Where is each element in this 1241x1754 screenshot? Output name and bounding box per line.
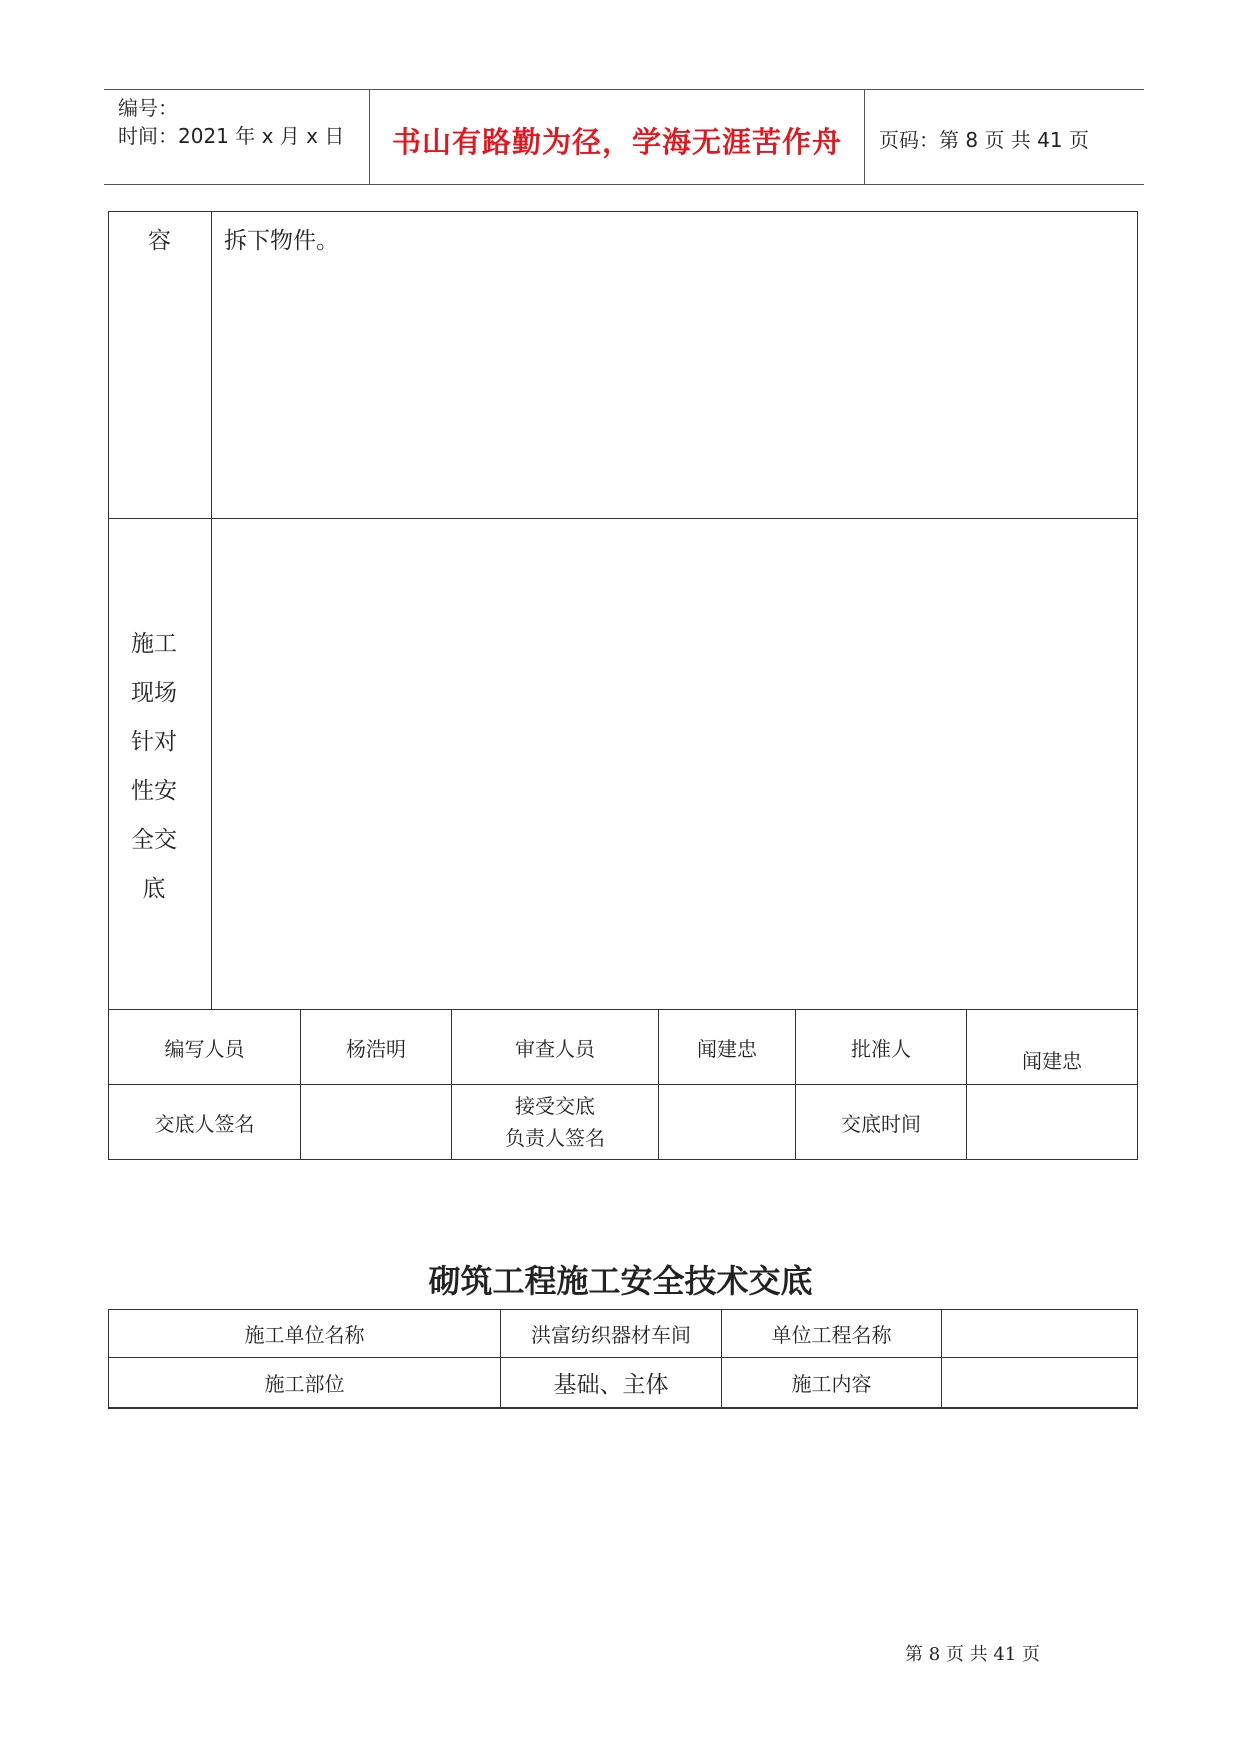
receiver-label-line2: 负责人签名 (505, 1126, 605, 1150)
onsite-label-line: 性安 (131, 778, 177, 804)
content-label: 容 (148, 228, 171, 254)
page-footer: 第 8 页 共 41 页 (905, 1644, 1040, 1665)
project-name-value (942, 1310, 1137, 1357)
onsite-label-line: 针对 (131, 729, 177, 755)
reviewer-label: 审查人员 (515, 1036, 595, 1061)
project-name-label: 单位工程名称 (771, 1323, 892, 1347)
header-page-cell (865, 90, 1144, 184)
approver-label: 批准人 (851, 1036, 911, 1061)
header-motto: 书山有路勤为径，学海无涯苦作舟 (391, 125, 842, 159)
onsite-safety-briefing-body (212, 519, 1137, 1009)
receiver-sign-label (452, 1085, 658, 1159)
onsite-label-line: 现场 (131, 680, 177, 706)
handover-time-value (967, 1085, 1137, 1159)
onsite-label-line: 全交 (131, 827, 177, 853)
section-title: 砌筑工程施工安全技术交底 (428, 1262, 813, 1300)
document-number-label: 编号： (118, 96, 178, 120)
approver-value: 闻建忠 (1022, 1048, 1082, 1073)
construction-unit-label: 施工单位名称 (244, 1323, 365, 1347)
content-text: 拆下物件。 (224, 228, 339, 254)
handover-time-label: 交底时间 (841, 1111, 921, 1136)
construction-part-label: 施工部位 (264, 1372, 345, 1396)
reviewer-value: 闻建忠 (697, 1036, 757, 1061)
writer-label: 编写人员 (164, 1036, 245, 1061)
construction-unit-value: 洪富纺织器材车间 (531, 1323, 691, 1347)
page-header (104, 89, 1144, 185)
header-page-number: 页码：第 8 页 共 41 页 (879, 128, 1089, 152)
receiver-sign-value (659, 1085, 795, 1159)
onsite-label-line: 施工 (131, 631, 177, 657)
onsite-label-line: 底 (142, 876, 166, 902)
header-motto-cell (370, 90, 865, 184)
construction-part-value: 基础、主体 (553, 1372, 669, 1398)
document-time-label: 时间：2021 年 x 月 x 日 (118, 124, 345, 148)
receiver-label-line1: 接受交底 (515, 1094, 595, 1118)
header-meta-cell (104, 90, 370, 184)
writer-value: 杨浩明 (346, 1036, 406, 1061)
handover-sign-label: 交底人签名 (154, 1111, 255, 1136)
construction-content-label: 施工内容 (791, 1372, 872, 1396)
handover-sign-value (301, 1085, 451, 1159)
onsite-safety-briefing-label (108, 620, 200, 914)
construction-content-value (942, 1358, 1137, 1407)
